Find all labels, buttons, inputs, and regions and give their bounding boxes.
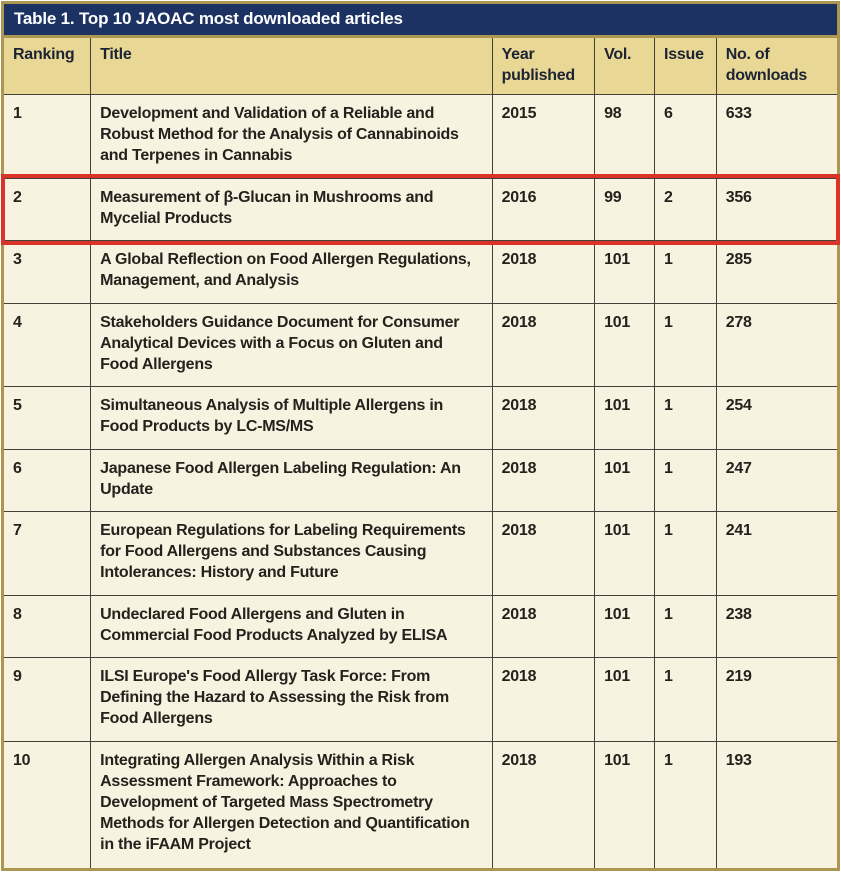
downloads-cell: 633 (716, 95, 837, 179)
downloads-cell: 278 (716, 303, 837, 387)
year-published-cell: 2018 (492, 449, 594, 511)
vol-cell: 99 (595, 178, 655, 240)
ranking-cell: 6 (4, 449, 91, 511)
year-published-cell: 2018 (492, 303, 594, 387)
issue-cell: 1 (655, 303, 717, 387)
year-published-cell: 2018 (492, 241, 594, 303)
ranking-cell: 2 (4, 178, 91, 240)
vol-cell: 101 (595, 658, 655, 742)
ranking-cell: 8 (4, 595, 91, 657)
table-header (4, 38, 837, 95)
title-cell: Stakeholders Guidance Document for Consumer Analytical Devices with a Focus on Gluten and Food Allergens (91, 303, 493, 387)
downloads-cell: 219 (716, 658, 837, 742)
vol-cell: 101 (595, 595, 655, 657)
issue-cell: 1 (655, 449, 717, 511)
header-row (4, 38, 837, 95)
column-header-downloads: No. of downloads (716, 38, 837, 95)
title-cell: European Regulations for Labeling Requirements for Food Allergens and Substances Causing Intolerances: History and Future (91, 512, 493, 596)
column-header-issue: Issue (655, 38, 717, 95)
downloads-cell: 241 (716, 512, 837, 596)
table-row (4, 449, 837, 511)
table-row (4, 303, 837, 387)
issue-cell: 1 (655, 512, 717, 596)
vol-cell: 101 (595, 241, 655, 303)
vol-cell: 101 (595, 303, 655, 387)
issue-cell: 2 (655, 178, 717, 240)
column-header-title: Title (91, 38, 493, 95)
table-row (4, 387, 837, 449)
ranking-cell: 4 (4, 303, 91, 387)
ranking-cell: 5 (4, 387, 91, 449)
vol-cell: 98 (595, 95, 655, 179)
downloads-cell: 247 (716, 449, 837, 511)
articles-table (4, 38, 837, 868)
ranking-cell: 7 (4, 512, 91, 596)
downloads-cell: 254 (716, 387, 837, 449)
year-published-cell: 2018 (492, 595, 594, 657)
issue-cell: 1 (655, 742, 717, 868)
table-row-highlighted (4, 178, 837, 240)
table-body (4, 95, 837, 869)
column-header-vol: Vol. (595, 38, 655, 95)
title-cell: Measurement of β-Glucan in Mushrooms and Mycelial Products (91, 178, 493, 240)
top10-table-figure (1, 1, 840, 871)
vol-cell: 101 (595, 742, 655, 868)
year-published-cell: 2018 (492, 658, 594, 742)
downloads-cell: 193 (716, 742, 837, 868)
title-cell: Development and Validation of a Reliable and Robust Method for the Analysis of Cannabinoids and Terpenes in Cannabis (91, 95, 493, 179)
title-cell: Undeclared Food Allergens and Gluten in Commercial Food Products Analyzed by ELISA (91, 595, 493, 657)
issue-cell: 1 (655, 595, 717, 657)
title-cell: Japanese Food Allergen Labeling Regulation: An Update (91, 449, 493, 511)
issue-cell: 1 (655, 658, 717, 742)
year-published-cell: 2018 (492, 742, 594, 868)
title-cell: Integrating Allergen Analysis Within a Risk Assessment Framework: Approaches to Development of Targeted Mass Spectrometry Methods for Allergen Detection and Quantification in the iFAAM Project (91, 742, 493, 868)
column-header-ranking: Ranking (4, 38, 91, 95)
year-published-cell: 2018 (492, 387, 594, 449)
downloads-cell: 238 (716, 595, 837, 657)
issue-cell: 1 (655, 241, 717, 303)
title-cell: Simultaneous Analysis of Multiple Allergens in Food Products by LC-MS/MS (91, 387, 493, 449)
issue-cell: 1 (655, 387, 717, 449)
table-title-bar: Table 1. Top 10 JAOAC most downloaded articles (4, 4, 837, 38)
title-cell: A Global Reflection on Food Allergen Regulations, Management, and Analysis (91, 241, 493, 303)
title-cell: ILSI Europe's Food Allergy Task Force: From Defining the Hazard to Assessing the Risk from Food Allergens (91, 658, 493, 742)
table-row (4, 241, 837, 303)
vol-cell: 101 (595, 512, 655, 596)
ranking-cell: 1 (4, 95, 91, 179)
table-row (4, 658, 837, 742)
year-published-cell: 2018 (492, 512, 594, 596)
year-published-cell: 2016 (492, 178, 594, 240)
vol-cell: 101 (595, 387, 655, 449)
ranking-cell: 9 (4, 658, 91, 742)
downloads-cell: 356 (716, 178, 837, 240)
year-published-cell: 2015 (492, 95, 594, 179)
ranking-cell: 3 (4, 241, 91, 303)
table-row (4, 95, 837, 179)
downloads-cell: 285 (716, 241, 837, 303)
vol-cell: 101 (595, 449, 655, 511)
ranking-cell: 10 (4, 742, 91, 868)
table-row (4, 742, 837, 868)
table-row (4, 595, 837, 657)
issue-cell: 6 (655, 95, 717, 179)
column-header-year: Year published (492, 38, 594, 95)
table-row (4, 512, 837, 596)
